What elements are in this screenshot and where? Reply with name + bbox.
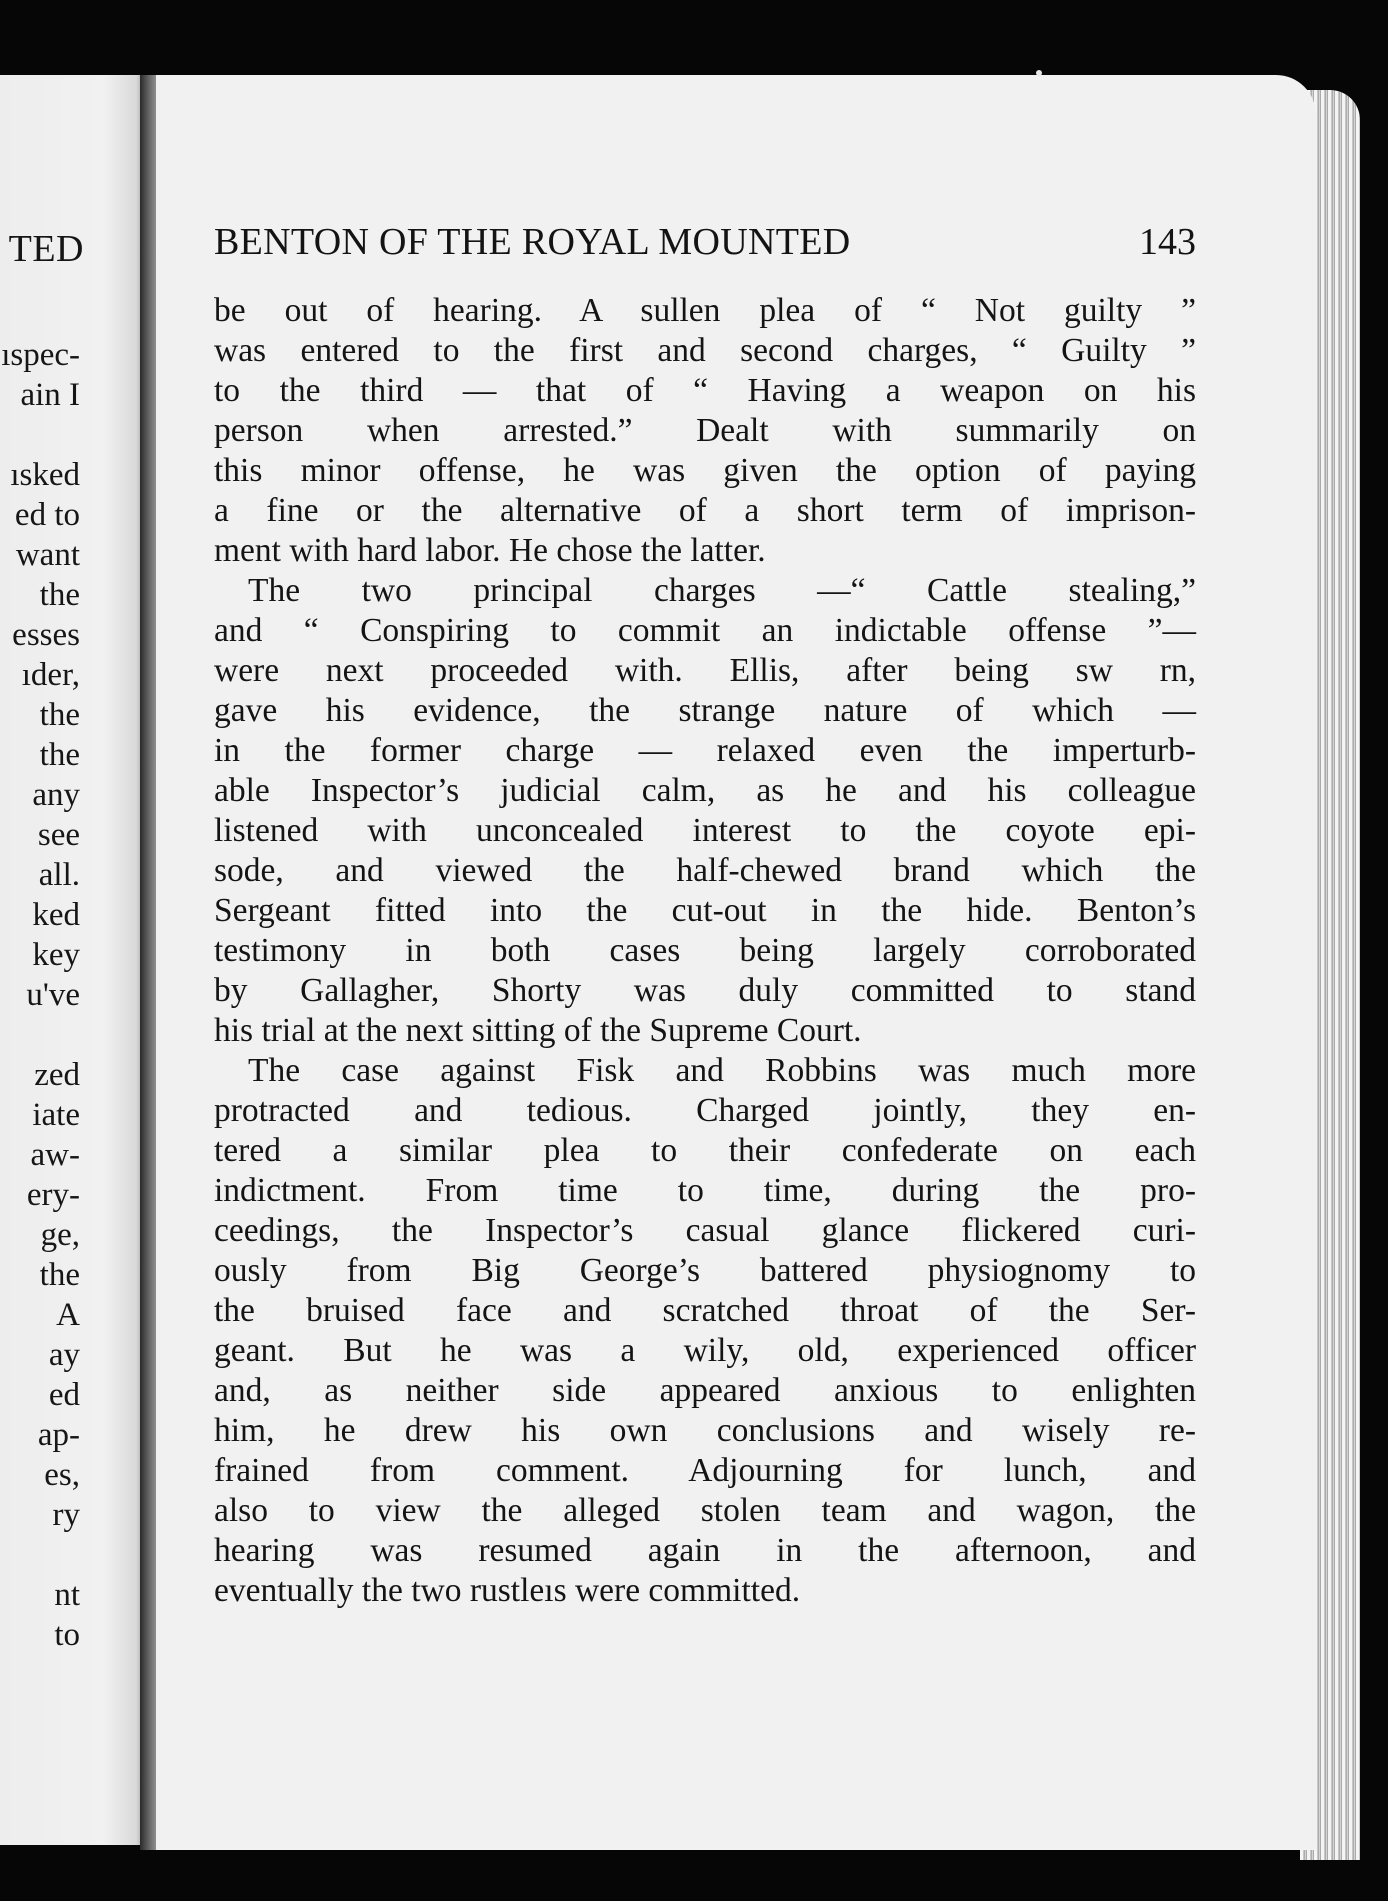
text-line: also to view the alleged stolen team and wagon, the (214, 1492, 1196, 1529)
left-text-line: zed (34, 1057, 80, 1093)
left-text-line: ery- (26, 1177, 80, 1213)
left-text-line: any (32, 777, 80, 813)
left-text-line: to (54, 1617, 80, 1653)
left-page-fragment (0, 75, 148, 1845)
text-line: testimony in both cases being largely corroborated (214, 932, 1196, 969)
text-line: sode, and viewed the half-chewed brand which the (214, 852, 1196, 889)
left-text-line: ay (48, 1337, 80, 1373)
left-text-line (0, 415, 80, 455)
left-text-line: ıder, (21, 657, 80, 693)
body-text (214, 291, 1196, 1611)
text-line: listened with unconcealed interest to the coyote epi- (214, 812, 1196, 849)
text-line: person when arrested.” Dealt with summarily on (214, 412, 1196, 449)
left-text-line: ry (52, 1497, 80, 1533)
text-line: him, he drew his own conclusions and wisely re- (214, 1412, 1196, 1449)
left-text-line: u've (26, 977, 80, 1013)
left-text-line: the (39, 697, 80, 733)
text-line: gave his evidence, the strange nature of which — (214, 692, 1196, 729)
left-running-head: TED (8, 228, 84, 270)
text-line: a fine or the alternative of a short term of imprison- (214, 492, 1196, 529)
right-page (156, 75, 1316, 1850)
text-line: and “ Conspiring to commit an indictable offense ”— (214, 612, 1196, 649)
text-line: his trial at the next sitting of the Supreme Court. (214, 1012, 862, 1049)
text-line: Sergeant fitted into the cut-out in the hide. Benton’s (214, 892, 1196, 929)
dust-speck (1036, 70, 1042, 76)
text-line: hearing was resumed again in the afternoon, and (214, 1532, 1196, 1569)
left-text-line: see (37, 817, 80, 853)
text-line: The two principal charges —“ Cattle stealing,” (248, 572, 1196, 609)
left-text-line: ap- (37, 1417, 80, 1453)
text-line: geant. But he was a wily, old, experienced officer (214, 1332, 1196, 1369)
left-text-line (0, 1535, 80, 1575)
text-line: be out of hearing. A sullen plea of “ Not guilty ” (214, 292, 1196, 329)
left-text-line: the (39, 1257, 80, 1293)
left-text-line: ed (48, 1377, 80, 1413)
left-text-line: all. (38, 857, 80, 893)
left-text-line: A (56, 1297, 80, 1333)
running-head-title: BENTON OF THE ROYAL MOUNTED (214, 221, 851, 263)
left-text-line: key (32, 937, 80, 973)
left-text-line: ked (32, 897, 80, 933)
left-text-line: esses (12, 617, 80, 653)
left-text-line: ge, (40, 1217, 80, 1253)
text-line: by Gallagher, Shorty was duly committed to stand (214, 972, 1196, 1009)
left-text-line: want (15, 537, 80, 573)
left-text-line: aw- (30, 1137, 80, 1173)
left-text-line: ed to (14, 497, 80, 533)
text-line: to the third — that of “ Having a weapon on his (214, 372, 1196, 409)
left-text-line (0, 1015, 80, 1055)
text-line: ceedings, the Inspector’s casual glance flickered curi- (214, 1212, 1196, 1249)
text-line: frained from comment. Adjourning for lunch, and (214, 1452, 1196, 1489)
text-line: indictment. From time to time, during the pro- (214, 1172, 1196, 1209)
left-text-line: ıspec- (1, 337, 80, 373)
text-line: in the former charge — relaxed even the imperturb- (214, 732, 1196, 769)
text-line: tered a similar plea to their confederate on each (214, 1132, 1196, 1169)
text-line: were next proceeded with. Ellis, after being sw rn, (214, 652, 1196, 689)
text-line: ously from Big George’s battered physiognomy to (214, 1252, 1196, 1289)
left-text-line: nt (54, 1577, 80, 1613)
text-line: ment with hard labor. He chose the latter. (214, 532, 766, 569)
left-text-line: the (39, 577, 80, 613)
left-text-line: ısked (10, 457, 80, 493)
running-head (214, 220, 1196, 270)
left-text-line: iate (32, 1097, 80, 1133)
text-line: eventually the two rustleıs were committed. (214, 1572, 801, 1609)
text-line: protracted and tedious. Charged jointly, they en- (214, 1092, 1196, 1129)
text-line: this minor offense, he was given the option of paying (214, 452, 1196, 489)
text-line: was entered to the first and second charges, “ Guilty ” (214, 332, 1196, 369)
text-line: and, as neither side appeared anxious to enlighten (214, 1372, 1196, 1409)
left-text-line: the (39, 737, 80, 773)
text-line: able Inspector’s judicial calm, as he and his colleague (214, 772, 1196, 809)
left-text-line: ain I (20, 377, 80, 413)
text-line: The case against Fisk and Robbins was much more (248, 1052, 1196, 1089)
left-page-text (0, 335, 80, 1655)
text-line: the bruised face and scratched throat of the Ser- (214, 1292, 1196, 1329)
page-number: 143 (1139, 221, 1196, 263)
left-text-line: es, (44, 1457, 80, 1493)
